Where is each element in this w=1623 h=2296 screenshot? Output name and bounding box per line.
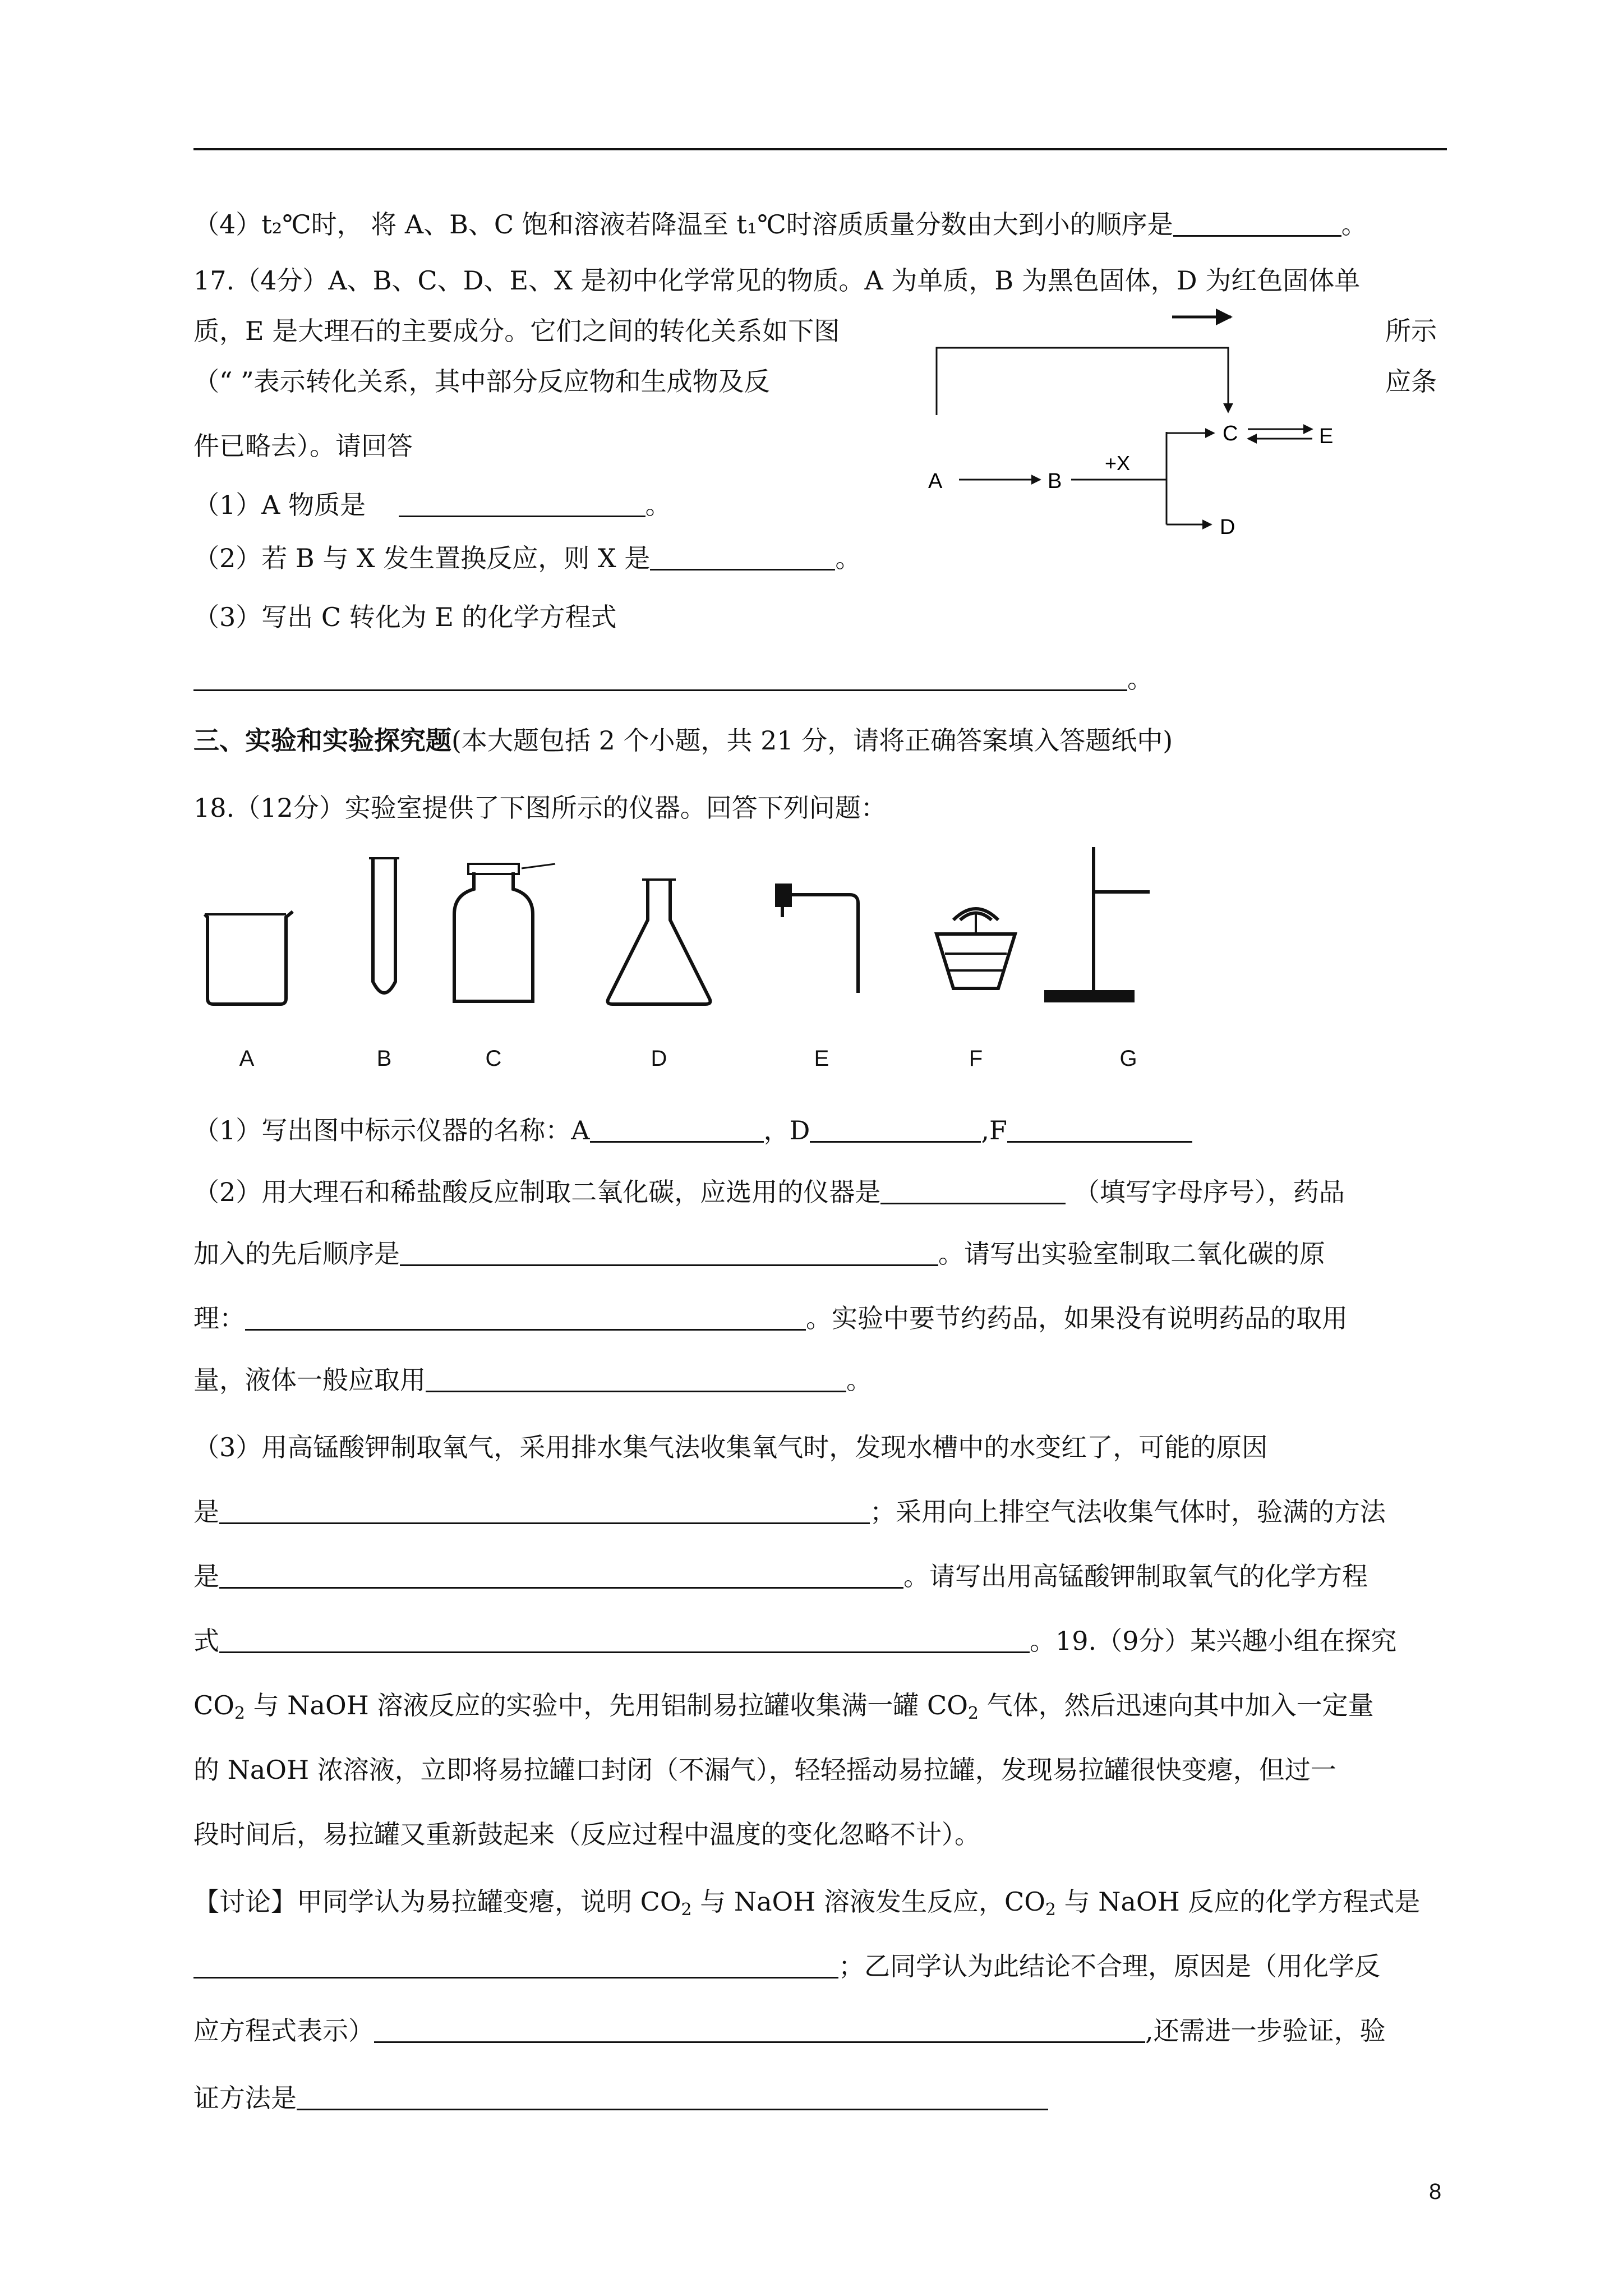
header-rule [193, 148, 1447, 150]
q18-part3-line1: （3）用高锰酸钾制取氧气，采用排水集气法收集氧气时，发现水槽中的水变红了，可能的原因 [193, 1432, 1268, 1462]
q19-line2: 的 NaOH 浓溶液，立即将易拉罐口封闭（不漏气），轻轻摇动易拉罐，发现易拉罐很快变瘪，但过一 [193, 1755, 1336, 1785]
apparatus-label-b: B [376, 1046, 392, 1071]
answer-blank[interactable] [219, 1627, 1030, 1653]
q19-line3: 段时间后，易拉罐又重新鼓起来（反应过程中温度的变化忽略不计）。 [193, 1819, 980, 1849]
q18-part1: （1）写出图中标示仪器的名称：A ，D ,F [193, 1114, 1192, 1147]
page-number: 8 [1429, 2179, 1442, 2204]
apparatus-label-a: A [239, 1046, 255, 1071]
q17-line2: 质，E 是大理石的主要成分。它们之间的转化关系如下图 [193, 316, 840, 346]
q18-intro: 18.（12分）实验室提供了下图所示的仪器。回答下列问题： [193, 793, 887, 823]
q17-part1: （1）A 物质是 。 [193, 490, 671, 520]
q17-line4: 件已略去）。请回答 [193, 431, 413, 461]
q19-answer-line2: 应方程式表示） ,还需进一步验证，验 [193, 2016, 1386, 2046]
q18-part3-line2: 是 ；采用向上排空气法收集气体时，验满的方法 [193, 1497, 1386, 1527]
answer-blank[interactable] [219, 1562, 903, 1589]
answer-blank[interactable] [590, 1116, 764, 1143]
answer-blank[interactable] [193, 1952, 838, 1978]
apparatus-label-d: D [651, 1046, 667, 1071]
q17-part2: （2）若 B 与 X 发生置换反应，则 X 是 。 [193, 543, 861, 573]
answer-blank[interactable] [245, 1304, 806, 1331]
q17-line2-right: 所示 [1385, 316, 1437, 346]
answer-blank[interactable] [880, 1178, 1066, 1204]
q17-part3: （3）写出 C 转化为 E 的化学方程式 [193, 602, 617, 632]
apparatus-label-g: G [1119, 1046, 1137, 1071]
answer-blank[interactable] [650, 544, 835, 570]
answer-blank[interactable] [297, 2084, 1048, 2110]
q18-part2-line3: 理： 。实验中要节约药品，如果没有说明药品的取用 [193, 1303, 1348, 1333]
node-d: D [1220, 516, 1235, 539]
q19-line1: $CO_2$ 与 NaOH 溶液反应的实验中，先用铝制易拉罐收集满一罐 $CO_2$ 气体，然后迅速向其中加入一定量 [193, 1690, 1374, 1723]
node-e: E [1319, 425, 1334, 448]
apparatus-label-f: F [969, 1046, 983, 1071]
answer-blank[interactable] [1173, 210, 1341, 237]
node-a: A [928, 470, 943, 493]
q17-intro: 17.（4分）A、B、C、D、E、X 是初中化学常见的物质。A 为单质，B 为黑色固体，D 为红色固体单 [193, 265, 1361, 296]
q19-answer-line1: ；乙同学认为此结论不合理，原因是（用化学反 [193, 1949, 1380, 1983]
q19-answer-line3: 证方法是 [193, 2081, 1048, 2115]
answer-blank[interactable] [374, 2017, 1145, 2043]
answer-blank[interactable] [219, 1498, 870, 1524]
q16-part4: （4）t₂℃时， 将 A、B、C 饱和溶液若降温至 t₁℃时溶质质量分数由大到小的顺序是 。 [193, 209, 1367, 240]
q18-part3-line4: 式 。19.（9分）某兴趣小组在探究 [193, 1626, 1397, 1656]
node-c: C [1223, 422, 1238, 445]
apparatus-label-e: E [814, 1046, 829, 1071]
q18-part3-line3: 是 。请写出用高锰酸钾制取氧气的化学方程 [193, 1561, 1368, 1591]
q19-discussion: 【讨论】甲同学认为易拉罐变瘪，说明 $CO_2$ 与 NaOH 溶液发生反应，$CO_2$ 与 NaOH 反应的化学方程式是 [193, 1887, 1421, 1920]
apparatus-label-c: C [485, 1046, 502, 1071]
q17-line3-right: 应条 [1385, 366, 1437, 397]
answer-blank[interactable] [399, 491, 645, 517]
node-b: B [1048, 470, 1062, 493]
q18-part2-line2: 加入的先后顺序是 。请写出实验室制取二氧化碳的原 [193, 1239, 1325, 1269]
q18-part2-line4: 量，液体一般应取用 。 [193, 1365, 872, 1395]
q17-part3-answer: 。 [193, 662, 1153, 696]
q17-line3: （“ ”表示转化关系，其中部分反应物和生成物及反 [193, 366, 770, 397]
answer-blank[interactable] [1007, 1116, 1192, 1143]
answer-blank[interactable] [426, 1366, 846, 1392]
section3-heading: 三、实验和实验探究题(本大题包括 2 个小题，共 21 分，请将正确答案填入答题纸中) [193, 725, 1173, 756]
q18-part2-line1: （2）用大理石和稀盐酸反应制取二氧化碳，应选用的仪器是 （填写字母序号），药品 [193, 1177, 1345, 1207]
answer-blank[interactable] [400, 1240, 938, 1266]
answer-blank[interactable] [810, 1116, 981, 1143]
answer-blank[interactable] [193, 665, 1127, 691]
section3-title: 三、实验和实验探究题 [193, 725, 451, 756]
apparatus-figure [191, 841, 1200, 1088]
label-plus-x: +X [1105, 452, 1131, 475]
transformation-diagram [920, 292, 1380, 550]
